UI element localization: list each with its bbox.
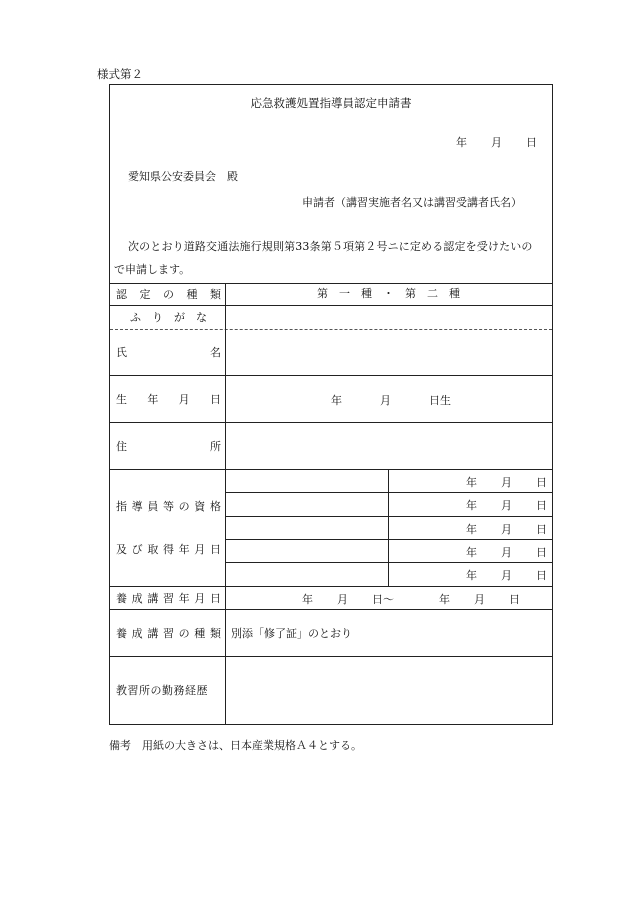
label-char: び <box>131 543 143 556</box>
label-char: 認 <box>116 288 127 301</box>
label-char: 名 <box>210 346 221 359</box>
training-type-value[interactable]: 別添「修了証」のとおり <box>231 627 352 640</box>
label-char: 日 <box>209 591 221 605</box>
career-field[interactable] <box>226 656 552 724</box>
remarks: 備考 用紙の大きさは、日本産業規格Ａ４とする。 <box>109 739 362 752</box>
label-char: 年 <box>178 591 190 605</box>
label-char: 種 <box>186 288 198 301</box>
label-char: 所 <box>210 439 221 453</box>
furigana-field[interactable] <box>226 305 552 329</box>
certification-type-value[interactable]: 第 一 種 ・ 第 二 種 <box>317 287 460 300</box>
label-char: 習 <box>162 626 174 640</box>
label-qualification <box>110 469 225 586</box>
qualification-name-field[interactable] <box>226 562 388 585</box>
application-form <box>109 84 553 725</box>
body-text-line-1: 次のとおり道路交通法施行規則第33条第５項第２号ニに定める認定を受けたいの <box>128 240 533 253</box>
label-char: の <box>163 288 174 301</box>
label-char: の <box>178 500 190 513</box>
qualification-name-field[interactable] <box>226 492 388 515</box>
body-text-line-2: で申請します。 <box>114 263 191 276</box>
qualification-name-field[interactable] <box>226 469 388 492</box>
label-char: 月 <box>194 591 206 605</box>
birthdate-field[interactable]: 年 月 日生 <box>331 394 451 407</box>
label-char: 習 <box>162 591 174 605</box>
label-birthdate <box>110 375 225 422</box>
address-field[interactable] <box>226 422 552 469</box>
label-char: 得 <box>162 543 174 556</box>
label-career: 教習所の勤務経歴 <box>116 684 208 697</box>
qualification-name-field[interactable] <box>226 516 388 539</box>
submission-date[interactable]: 年 月 日 <box>456 136 537 149</box>
label-char: な <box>196 311 207 324</box>
label-char: 月 <box>194 543 206 556</box>
qualification-name-field[interactable] <box>226 539 388 562</box>
qualification-date-field[interactable]: 年 月 日 <box>466 569 547 582</box>
column-divider <box>388 469 389 586</box>
label-char: 養 <box>116 591 127 605</box>
label-char: の <box>178 626 190 640</box>
label-certification-type <box>110 283 225 305</box>
label-char: 月 <box>178 392 190 406</box>
label-char: 種 <box>194 626 206 640</box>
label-char: り <box>152 311 163 324</box>
label-training-date <box>110 586 225 609</box>
label-char: 成 <box>131 591 143 605</box>
label-char: 住 <box>116 439 127 453</box>
form-title: 応急救護処置指導員認定申請書 <box>250 96 412 110</box>
label-char: 員 <box>147 500 159 513</box>
label-char: 日 <box>209 392 221 406</box>
qualification-date-field[interactable]: 年 月 日 <box>466 499 547 512</box>
label-char: 類 <box>209 626 221 640</box>
label-char: 指 <box>116 500 127 513</box>
applicant-label: 申請者（講習実施者名又は講習受講者氏名） <box>302 196 522 209</box>
label-char: 講 <box>147 626 159 640</box>
name-field[interactable] <box>226 329 552 375</box>
training-date-field[interactable]: 年 月 日～ 年 月 日 <box>302 593 520 606</box>
form-number: 様式第２ <box>97 67 143 81</box>
label-char: 格 <box>209 500 221 513</box>
qualification-date-field[interactable]: 年 月 日 <box>466 523 547 536</box>
label-furigana <box>110 305 225 329</box>
qualification-date-field[interactable]: 年 月 日 <box>466 546 547 559</box>
qualification-date-field[interactable]: 年 月 日 <box>466 476 547 489</box>
label-char: 氏 <box>116 346 127 359</box>
label-char: 日 <box>209 543 221 556</box>
label-address <box>110 422 225 469</box>
label-name <box>110 329 225 375</box>
label-char: 年 <box>147 392 159 406</box>
label-char: 養 <box>116 626 127 640</box>
label-char: 取 <box>147 543 159 556</box>
label-char: 成 <box>131 626 143 640</box>
label-char: が <box>174 311 185 324</box>
label-char: 年 <box>178 543 190 556</box>
label-char: 生 <box>116 392 127 406</box>
label-char: 等 <box>162 500 174 513</box>
label-char: 定 <box>139 288 151 301</box>
label-training-type <box>110 609 225 656</box>
label-char: ふ <box>130 311 141 324</box>
label-char: 資 <box>194 500 206 513</box>
label-char: 講 <box>147 591 159 605</box>
addressee: 愛知県公安委員会 殿 <box>128 170 238 183</box>
label-char: 及 <box>116 543 127 556</box>
label-char: 導 <box>131 500 143 513</box>
label-char: 類 <box>210 288 221 301</box>
